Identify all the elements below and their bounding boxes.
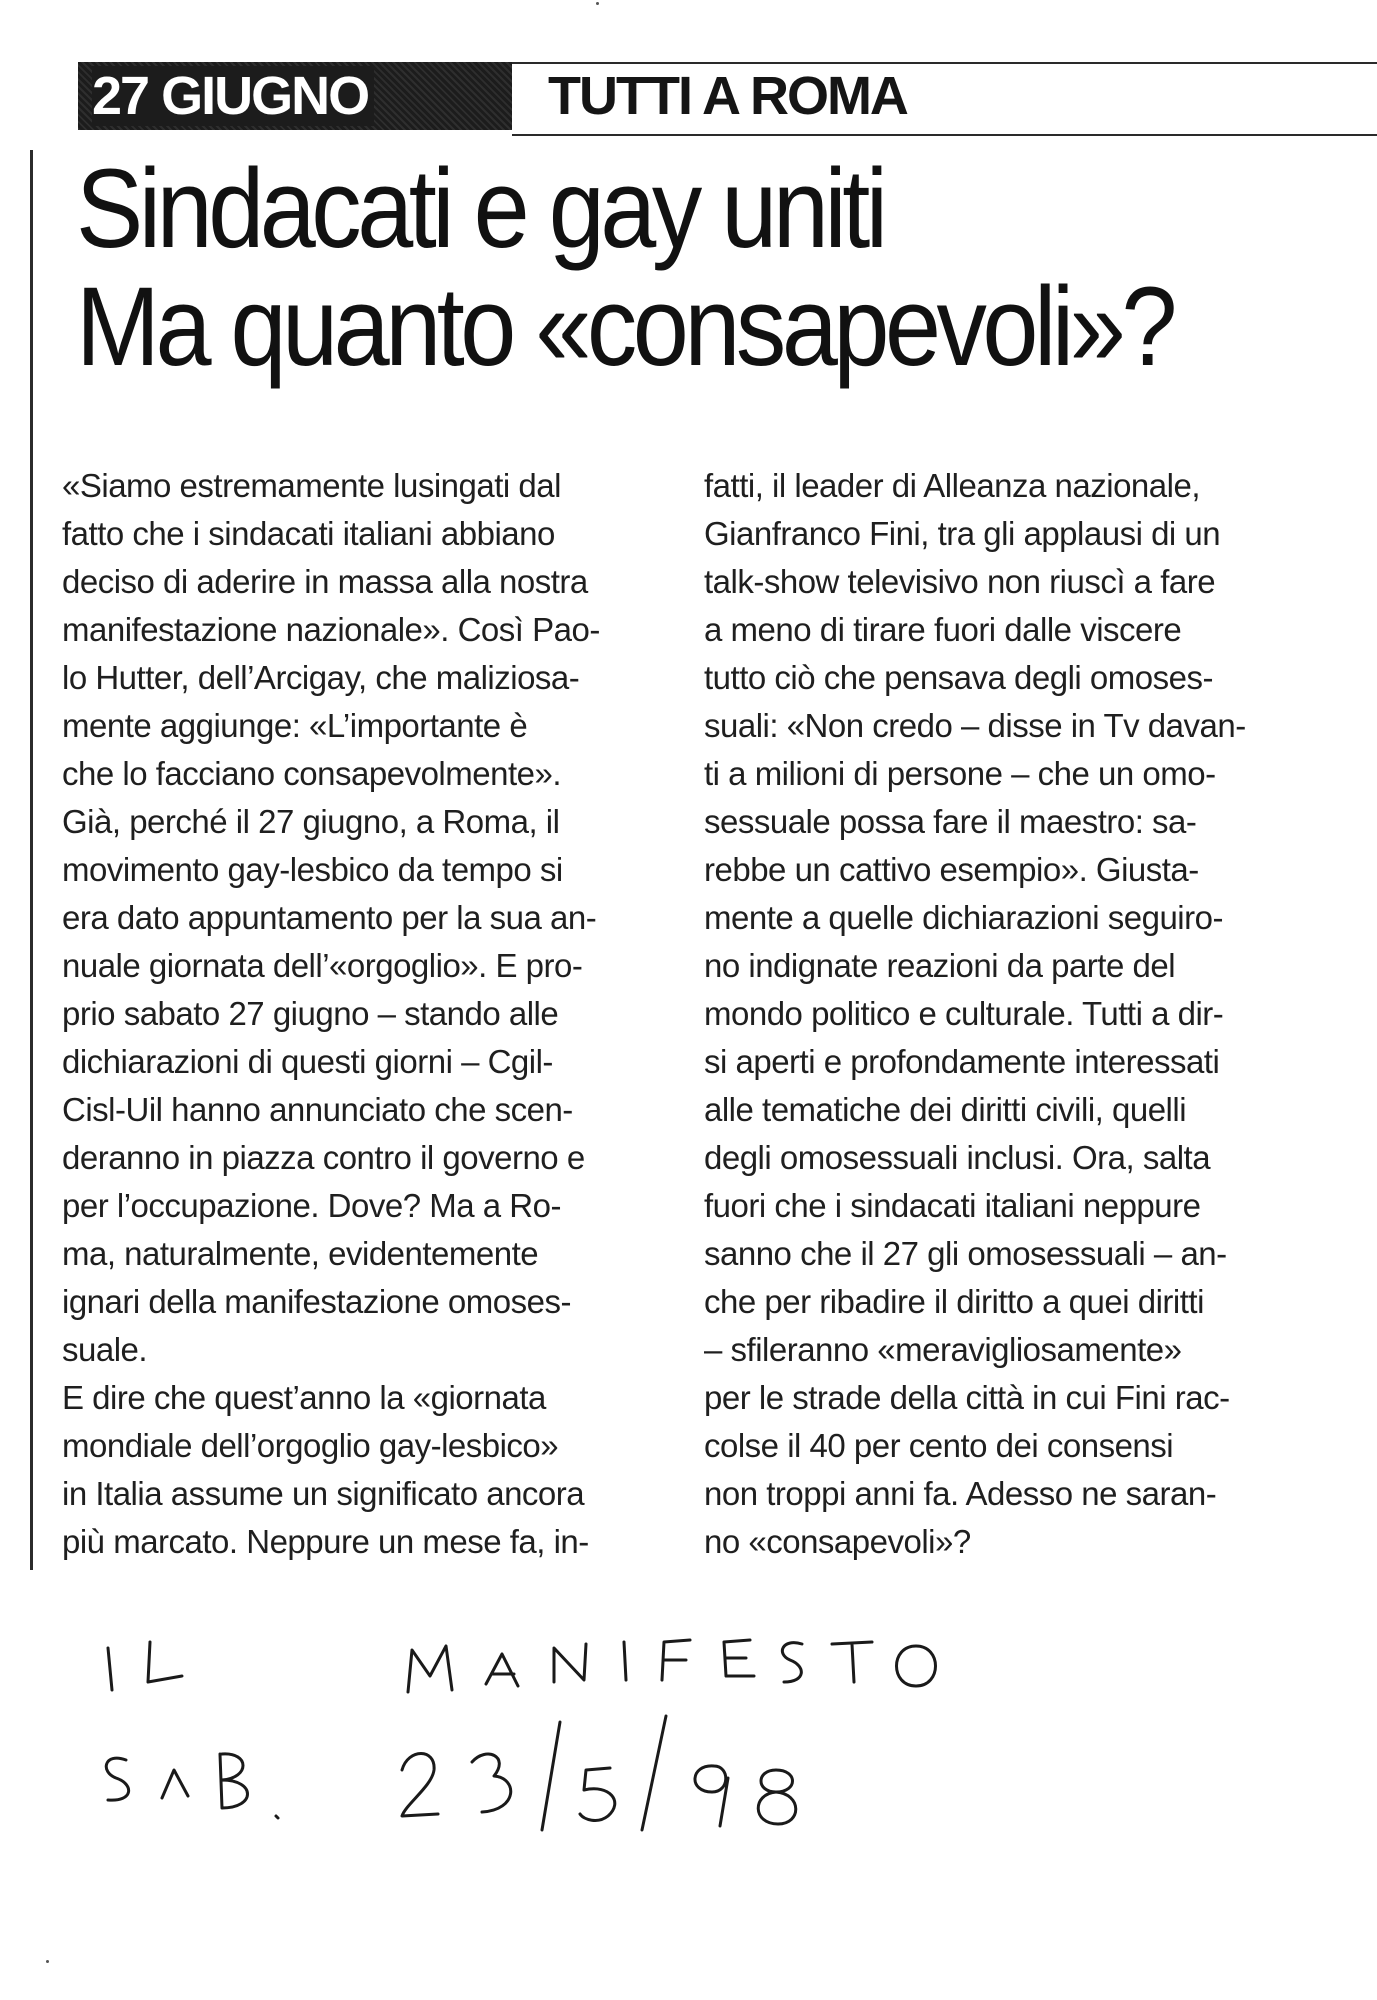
handwriting-sab — [106, 1754, 278, 1818]
body-line: no «consapevoli»? — [704, 1523, 971, 1560]
body-line: prio sabato 27 giugno – stando alle — [62, 995, 559, 1032]
body-line: Gianfranco Fini, tra gli applausi di un — [704, 515, 1221, 552]
body-line: «Siamo estremamente lusingati dal — [62, 467, 561, 504]
body-line: deciso di aderire in massa alla nostra — [62, 563, 588, 600]
body-line: a meno di tirare fuori dalle viscere — [704, 611, 1182, 648]
body-column-right — [704, 462, 1324, 1566]
left-column-rule — [30, 150, 33, 1570]
body-line: colse il 40 per cento dei consensi — [704, 1427, 1174, 1464]
body-line: rebbe un cattivo esempio». Giusta- — [704, 851, 1199, 888]
body-line: nuale giornata dell’«orgoglio». E pro- — [62, 947, 583, 984]
kicker-bottom-rule — [512, 134, 1377, 136]
body-line: suale. — [62, 1331, 148, 1368]
handwriting-manifesto — [408, 1640, 936, 1692]
body-line: – sfileranno «meravigliosamente» — [704, 1331, 1182, 1368]
headline-line-1: Sindacati e gay uniti — [76, 146, 884, 271]
body-line: per l’occupazione. Dove? Ma a Ro- — [62, 1187, 561, 1224]
kicker-date-block — [78, 62, 512, 130]
body-line: era dato appuntamento per la sua an- — [62, 899, 597, 936]
handwriting-drawing — [90, 1620, 1190, 1880]
scan-speck — [596, 2, 599, 5]
kicker-bar — [78, 62, 1338, 132]
kicker-date: 27 GIUGNO — [92, 66, 374, 126]
body-line: per le strade della città in cui Fini rac- — [704, 1379, 1230, 1416]
body-line: che lo facciano consapevolmente». — [62, 755, 561, 792]
handwriting-il — [108, 1642, 182, 1690]
body-line: Cisl-Uil hanno annunciato che scen- — [62, 1091, 573, 1128]
body-line: mondo politico e culturale. Tutti a dir- — [704, 995, 1224, 1032]
body-line: ignari della manifestazione omoses- — [62, 1283, 571, 1320]
handwriting-date — [402, 1716, 796, 1830]
headline-line-2: Ma quanto «consapevoli»? — [76, 264, 1173, 389]
body-line: fuori che i sindacati italiani neppure — [704, 1187, 1201, 1224]
body-line: Già, perché il 27 giugno, a Roma, il — [62, 803, 560, 840]
body-line: si aperti e profondamente interessati — [704, 1043, 1220, 1080]
handwritten-source-note — [90, 1620, 1190, 1880]
body-line: fatti, il leader di Alleanza nazionale, — [704, 467, 1200, 504]
body-line: ma, naturalmente, evidentemente — [62, 1235, 539, 1272]
body-line: suali: «Non credo – disse in Tv davan- — [704, 707, 1246, 744]
body-line: E dire che quest’anno la «giornata — [62, 1379, 546, 1416]
body-column-left — [62, 462, 672, 1566]
body-line: fatto che i sindacati italiani abbiano — [62, 515, 555, 552]
body-line: ti a milioni di persone – che un omo- — [704, 755, 1216, 792]
body-line: in Italia assume un significato ancora — [62, 1475, 585, 1512]
kicker-topic: TUTTI A ROMA — [548, 66, 907, 126]
body-line: mondiale dell’orgoglio gay-lesbico» — [62, 1427, 559, 1464]
body-line: no indignate reazioni da parte del — [704, 947, 1176, 984]
body-line: che per ribadire il diritto a quei diritti — [704, 1283, 1204, 1320]
body-line: manifestazione nazionale». Così Pao- — [62, 611, 600, 648]
body-line: mente aggiunge: «L’importante è — [62, 707, 528, 744]
body-line: alle tematiche dei diritti civili, quelli — [704, 1091, 1187, 1128]
body-line: più marcato. Neppure un mese fa, in- — [62, 1523, 589, 1560]
body-line: deranno in piazza contro il governo e — [62, 1139, 585, 1176]
body-line: talk-show televisivo non riuscì a fare — [704, 563, 1216, 600]
body-line: dichiarazioni di questi giorni – Cgil- — [62, 1043, 553, 1080]
body-line: tutto ciò che pensava degli omoses- — [704, 659, 1213, 696]
body-line: sessuale possa fare il maestro: sa- — [704, 803, 1197, 840]
body-line: degli omosessuali inclusi. Ora, salta — [704, 1139, 1211, 1176]
headline — [76, 146, 1210, 389]
scan-speck — [46, 1960, 49, 1963]
body-line: movimento gay-lesbico da tempo si — [62, 851, 563, 888]
body-line: mente a quelle dichiarazioni seguiro- — [704, 899, 1223, 936]
body-line: non troppi anni fa. Adesso ne saran- — [704, 1475, 1217, 1512]
body-line: lo Hutter, dell’Arcigay, che maliziosa- — [62, 659, 580, 696]
body-line: sanno che il 27 gli omosessuali – an- — [704, 1235, 1227, 1272]
